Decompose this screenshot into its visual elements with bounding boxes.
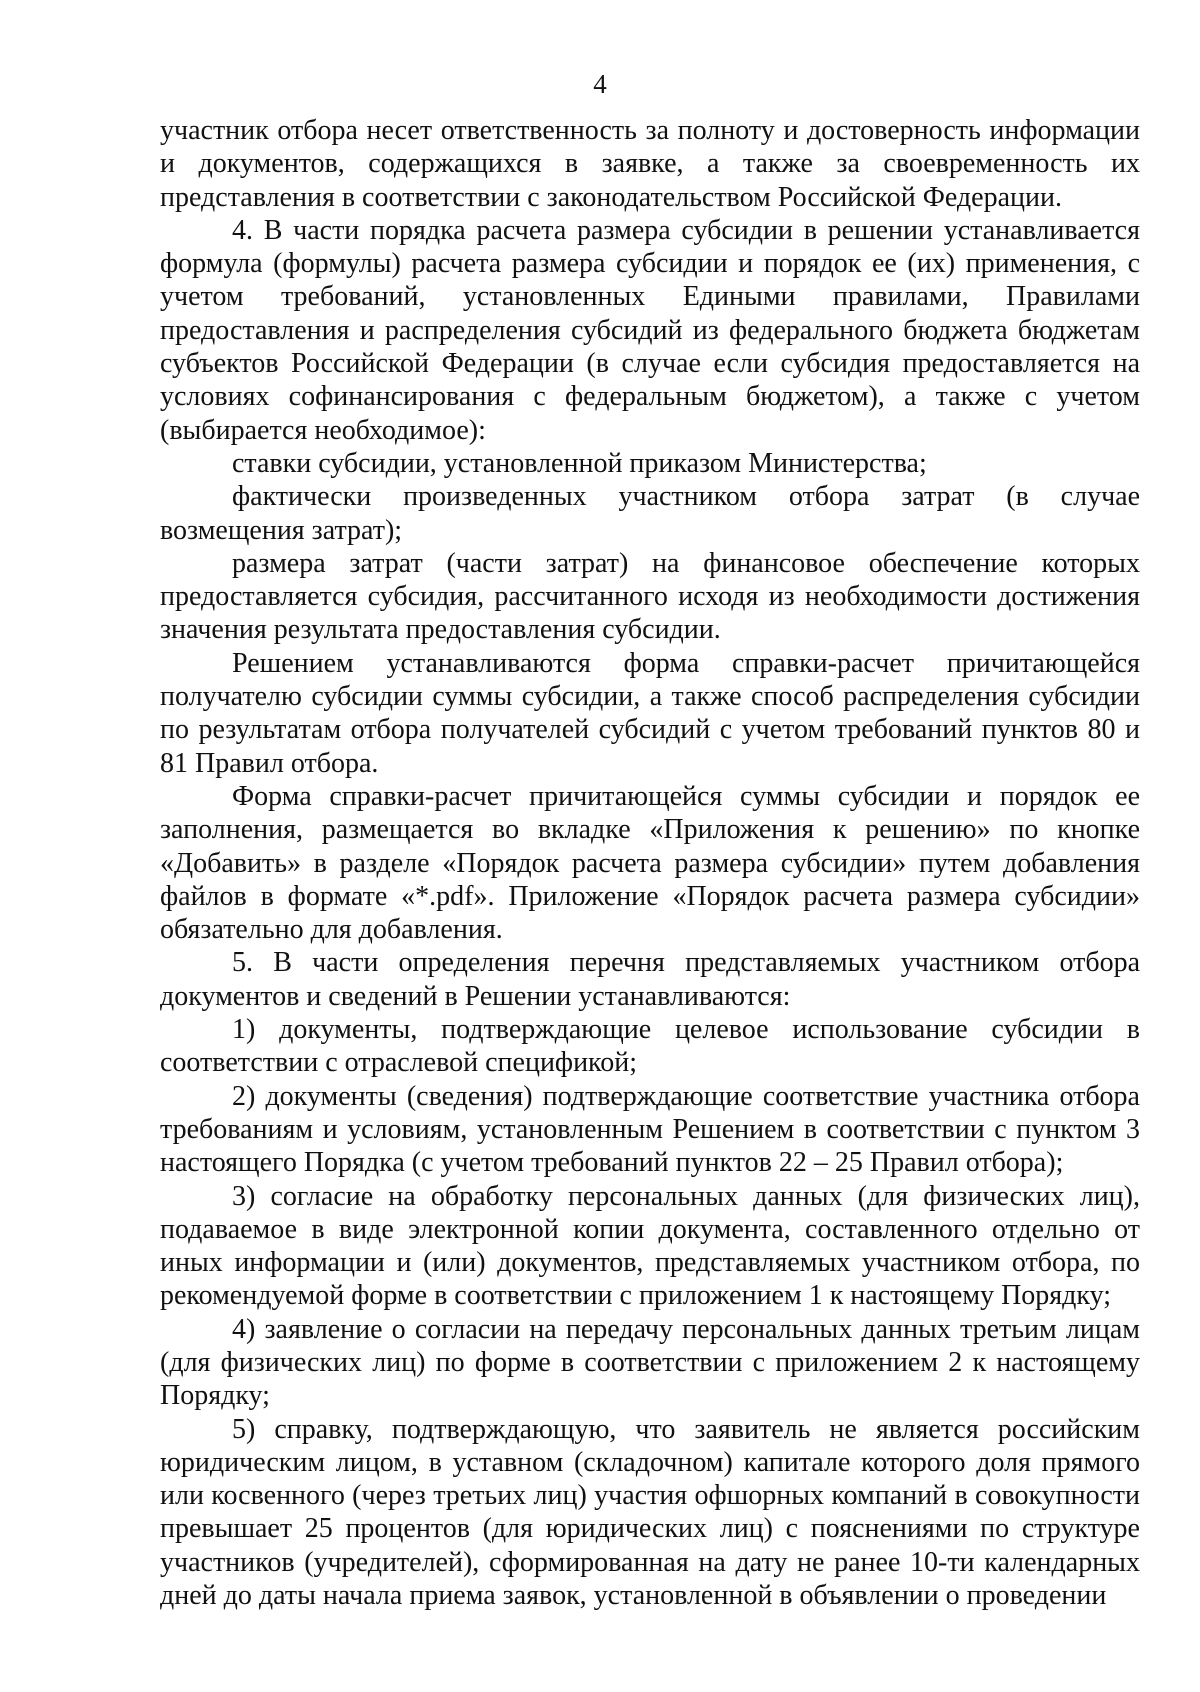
paragraph-section-4: 4. В части порядка расчета размера субсидии в решении устанавливается формула (формулы) расчета размера субсидии и порядок ее (их) применения, с учетом требований, установленных Едиными правилами, Правилами предоставления и распределения субсидий из федерального бюджета бюджетам субъектов Российской Федерации (в случае если субсидия предоставляется на условиях софинансирования с федеральным бюджетом), а также с учетом (выбирается необходимое): (160, 214, 1140, 446)
list-item-1: 1) документы, подтверждающие целевое использование субсидии в соответствии с отраслевой спецификой; (160, 1014, 1140, 1079)
list-item-3: 3) согласие на обработку персональных данных (для физических лиц), подаваемое в виде электронной копии документа, составленного отдельно от иных информации и (или) документов, представляемых участником отбора, по рекомендуемой форме в соответствии с приложением 1 к настоящему Порядку; (160, 1180, 1140, 1312)
paragraph-section-5: 5. В части определения перечня представляемых участником отбора документов и сведений в Решении устанавливаются: (160, 947, 1140, 1012)
paragraph-decision-form: Решением устанавливаются форма справки-расчет причитающейся получателю субсидии суммы субсидии, а также способ распределения субсидии по результатам отбора получателей субсидий с учетом требований пунктов 80 и 81 Правил отбора. (160, 647, 1140, 779)
document-body (160, 114, 1140, 1612)
paragraph-rate: ставки субсидии, установленной приказом Министерства; (232, 447, 927, 479)
list-item-4: 4) заявление о согласии на передачу персональных данных третьим лицам (для физических лиц) по форме в соответствии с приложением 2 к настоящему Порядку; (160, 1313, 1140, 1412)
paragraph-calculation-form: Форма справки-расчет причитающейся суммы субсидии и порядок ее заполнения, размещается во вкладке «Приложения к решению» по кнопке «Добавить» в разделе «Порядок расчета размера субсидии» путем добавления файлов в формате «*.pdf». Приложение «Порядок расчета размера субсидии» обязательно для добавления. (160, 780, 1140, 946)
page-number: 4 (593, 69, 607, 99)
paragraph-continuation: участник отбора несет ответственность за полноту и достоверность информации и документов, содержащихся в заявке, а также за своевременность их представления в соответствии с законодательством Российской Федерации. (160, 115, 1140, 213)
paragraph-actual-costs: фактически произведенных участником отбора затрат (в случае возмещения затрат); (160, 481, 1140, 546)
list-item-2: 2) документы (сведения) подтверждающие соответствие участника отбора требованиям и условиям, установленным Решением в соответствии с пунктом 3 настоящего Порядка (с учетом требований пунктов 22 – 25 Правил отбора); (160, 1080, 1140, 1179)
paragraph-cost-amount: размера затрат (части затрат) на финансовое обеспечение которых предоставляется субсидия, рассчитанного исходя из необходимости достижения значения результата предоставления субсидии. (160, 547, 1140, 646)
list-item-5: 5) справку, подтверждающую, что заявитель не является российским юридическим лицом, в уставном (складочном) капитале которого доля прямого или косвенного (через третьих лиц) участия офшорных компаний в совокупности превышает 25 процентов (для юридических лиц) с пояснениями по структуре участников (учредителей), сформированная на дату не ранее 10-ти календарных дней до даты начала приема заявок, установленной в объявлении о проведении (160, 1413, 1140, 1612)
